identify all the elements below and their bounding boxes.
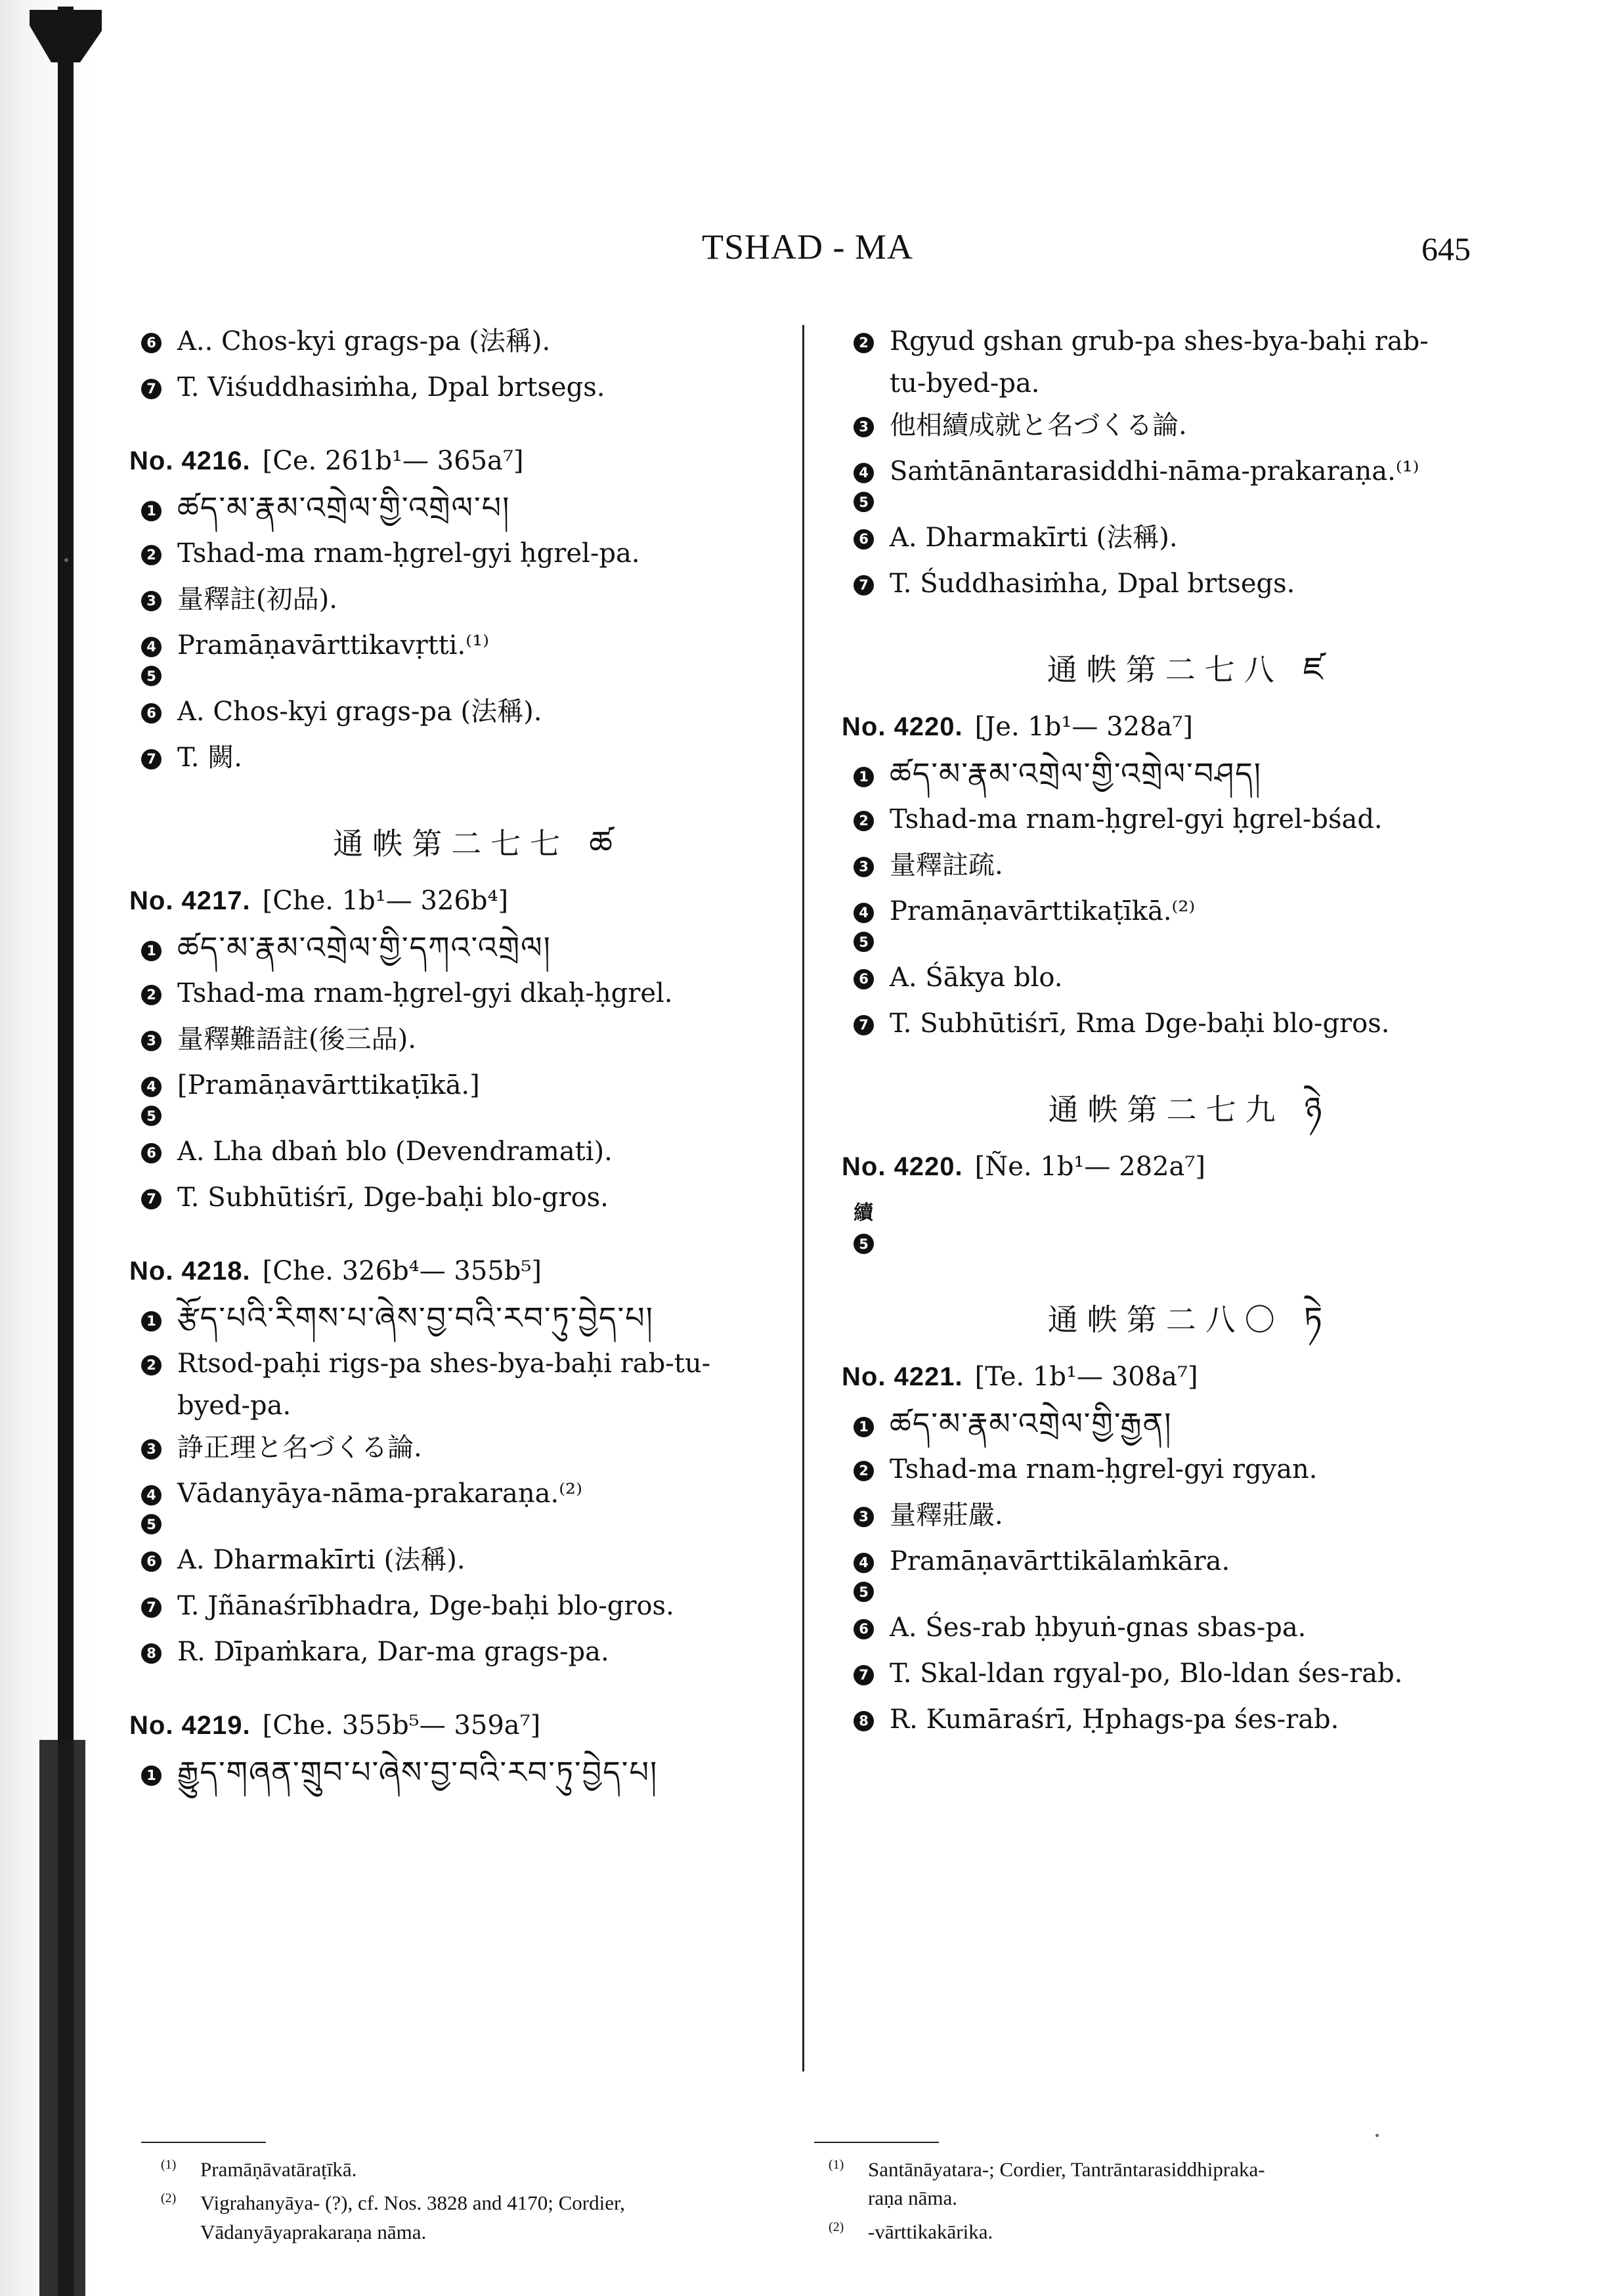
list-item: 1 ཚད་མ་རྣམ་འགྲེལ་གྱི་རྒྱན། (854, 1400, 1517, 1446)
list-item: 4 Pramāṇavārttikavṛtti.⁽¹⁾ (141, 622, 804, 668)
list-item: 6 A. Dharmakīrti (法稱). (854, 515, 1517, 561)
list-item: 4 [Pramāṇavārttikaṭīkā.] (141, 1062, 804, 1108)
list-item: 3 量釋註疏. (854, 842, 1517, 888)
list-item: 3 他相續成就と名づくる論. (854, 402, 1517, 448)
section-heading-278: 通帙第二七八 ཛ (1047, 650, 1324, 688)
list-item: 3 諍正理と名づくる論. (141, 1425, 804, 1471)
entry-heading-4219: No. 4219. [Che. 355b⁵— 359a⁷] (129, 1710, 541, 1741)
list-item: 6 A.. Chos-kyi grags-pa (法稱). (141, 318, 804, 364)
entry-heading-4220b: No. 4220. [Ñe. 1b¹— 282a⁷] (842, 1152, 1206, 1182)
list-item: 3 量釋難語註(後三品). (141, 1016, 804, 1062)
footnotes-right: (1) Santānāyatara-; Cordier, Tantrāntarasiddhipraka- raṇa nāma. (2) -vārttikakārika. (829, 2157, 1265, 2243)
list-item: 7 T. Skal-ldan rgyal-po, Blo-ldan śes-rab. (854, 1651, 1517, 1697)
footnotes-left: (1) Pramāṇāvatāraṭīkā. (2) Vigrahanyāya- (?), cf. Nos. 3828 and 4170; Cordier, Vādanyāyaprakaraṇa nāma. (161, 2157, 625, 2243)
list-item: 2 Rtsod-paḥi rigs-pa shes-bya-baḥi rab-tu- (141, 1341, 804, 1387)
list-item: 7 T. Subhūtiśrī, Rma Dge-baḥi blo-gros. (854, 1001, 1517, 1047)
list-item: 2 Tshad-ma rnam-ḥgrel-gyi rgyan. (854, 1446, 1517, 1492)
entry-heading-4220a: No. 4220. [Je. 1b¹— 328a⁷] (842, 712, 1194, 742)
list-item: 5 (141, 1517, 804, 1537)
list-item: 5 (854, 494, 1517, 515)
list-item: 4 Pramāṇavārttikaṭīkā.⁽²⁾ (854, 888, 1517, 934)
list-item: 8 R. Kumāraśrī, Ḥphags-pa śes-rab. (854, 1697, 1517, 1743)
binding-spine-bottom (39, 1740, 85, 2296)
list-item: 7 T. Subhūtiśrī, Dge-baḥi blo-gros. (141, 1175, 804, 1221)
list-item: 6 A. Śes-rab ḥbyuṅ-gnas sbas-pa. (854, 1605, 1517, 1651)
list-item: 5 (141, 1108, 804, 1129)
item-number: 7 (141, 379, 162, 399)
entry-heading-4218: No. 4218. [Che. 326b⁴— 355b⁵] (129, 1256, 542, 1286)
continuation-marker: 續 (854, 1202, 873, 1224)
list-item: 5 (854, 1236, 1517, 1257)
list-item: 1 ཚད་མ་རྣམ་འགྲེལ་གྱི་འགྲེལ་བཤད། (854, 750, 1517, 796)
list-item: 4 Pramāṇavārttikālaṁkāra. (854, 1538, 1517, 1584)
list-item: 2 Tshad-ma rnam-ḥgrel-gyi ḥgrel-pa. (141, 531, 804, 576)
list-item: 7 T. Jñānaśrībhadra, Dge-baḥi blo-gros. (141, 1583, 804, 1629)
list-item: 4 Saṁtānāntarasiddhi-nāma-prakaraṇa.⁽¹⁾ (854, 448, 1517, 494)
entry-heading-4217: No. 4217. [Che. 1b¹— 326b⁴] (129, 886, 509, 916)
list-item: 1 ཚད་མ་རྣམ་འགྲེལ་གྱི་དཀའ་འགྲེལ། (141, 924, 804, 970)
list-item: 5 (854, 1584, 1517, 1605)
list-item: 6 A. Chos-kyi grags-pa (法稱). (141, 689, 804, 735)
entry-heading-4221: No. 4221. [Te. 1b¹— 308a⁷] (842, 1362, 1198, 1392)
list-item: 6 A. Śākya blo. (854, 955, 1517, 1001)
list-item: 8 R. Dīpaṁkara, Dar-ma grags-pa. (141, 1629, 804, 1675)
section-heading-280: 通帙第二八〇 ཏེ (1047, 1300, 1323, 1338)
running-head: TSHAD - MA (701, 227, 913, 267)
list-item: 7 T. 闕. (141, 735, 804, 781)
item-number: 6 (141, 333, 162, 353)
list-item: 6 A. Lha dbaṅ blo (Devendramati). (141, 1129, 804, 1175)
list-item: 1 ཚད་མ་རྣམ་འགྲེལ་གྱི་འགྲེལ་པ། (141, 485, 804, 531)
list-item: 4 Vādanyāya-nāma-prakaraṇa.⁽²⁾ (141, 1471, 804, 1517)
list-item: 2 Rgyud gshan grub-pa shes-bya-baḥi rab- (854, 318, 1517, 364)
list-item: 3 量釋莊嚴. (854, 1492, 1517, 1538)
list-item-continuation: byed-pa. (177, 1391, 292, 1421)
list-item: 2 Tshad-ma rnam-ḥgrel-gyi ḥgrel-bśad. (854, 796, 1517, 842)
footnote-rule (814, 2142, 939, 2143)
section-heading-277: 通帙第二七七 ཚ (333, 824, 613, 862)
list-item: 6 A. Dharmakīrti (法稱). (141, 1537, 804, 1583)
right-column (842, 318, 1517, 1743)
list-item: 5 (854, 934, 1517, 955)
scan-speck (1375, 2134, 1379, 2137)
entry-heading-4216: No. 4216. [Ce. 261b¹— 365a⁷] (129, 446, 524, 476)
section-heading-279: 通帙第二七九 ཉེ (1048, 1090, 1322, 1128)
list-item-continuation: tu-byed-pa. (890, 368, 1040, 399)
page-number: 645 (1421, 230, 1471, 267)
list-item: 7 T. Śuddhasiṁha, Dpal brtsegs. (854, 561, 1517, 607)
list-item: 1 རྒྱུད་གཞན་གྲུབ་པ་ཞེས་བྱ་བའི་རབ་ཏུ་བྱེད་པ། (141, 1749, 804, 1795)
list-item: 3 量釋註(初品). (141, 576, 804, 622)
list-item: 1 རྩོད་པའི་རིགས་པ་ཞེས་བྱ་བའི་རབ་ཏུ་བྱེད་པ། (141, 1295, 804, 1341)
list-item: 7 T. Viśuddhasiṁha, Dpal brtsegs. (141, 364, 804, 410)
list-item: 2 Tshad-ma rnam-ḥgrel-gyi dkaḥ-ḥgrel. (141, 970, 804, 1016)
left-column (129, 318, 804, 1795)
list-item: 5 (141, 668, 804, 689)
scan-speck (64, 558, 68, 562)
footnote-rule (141, 2142, 266, 2143)
